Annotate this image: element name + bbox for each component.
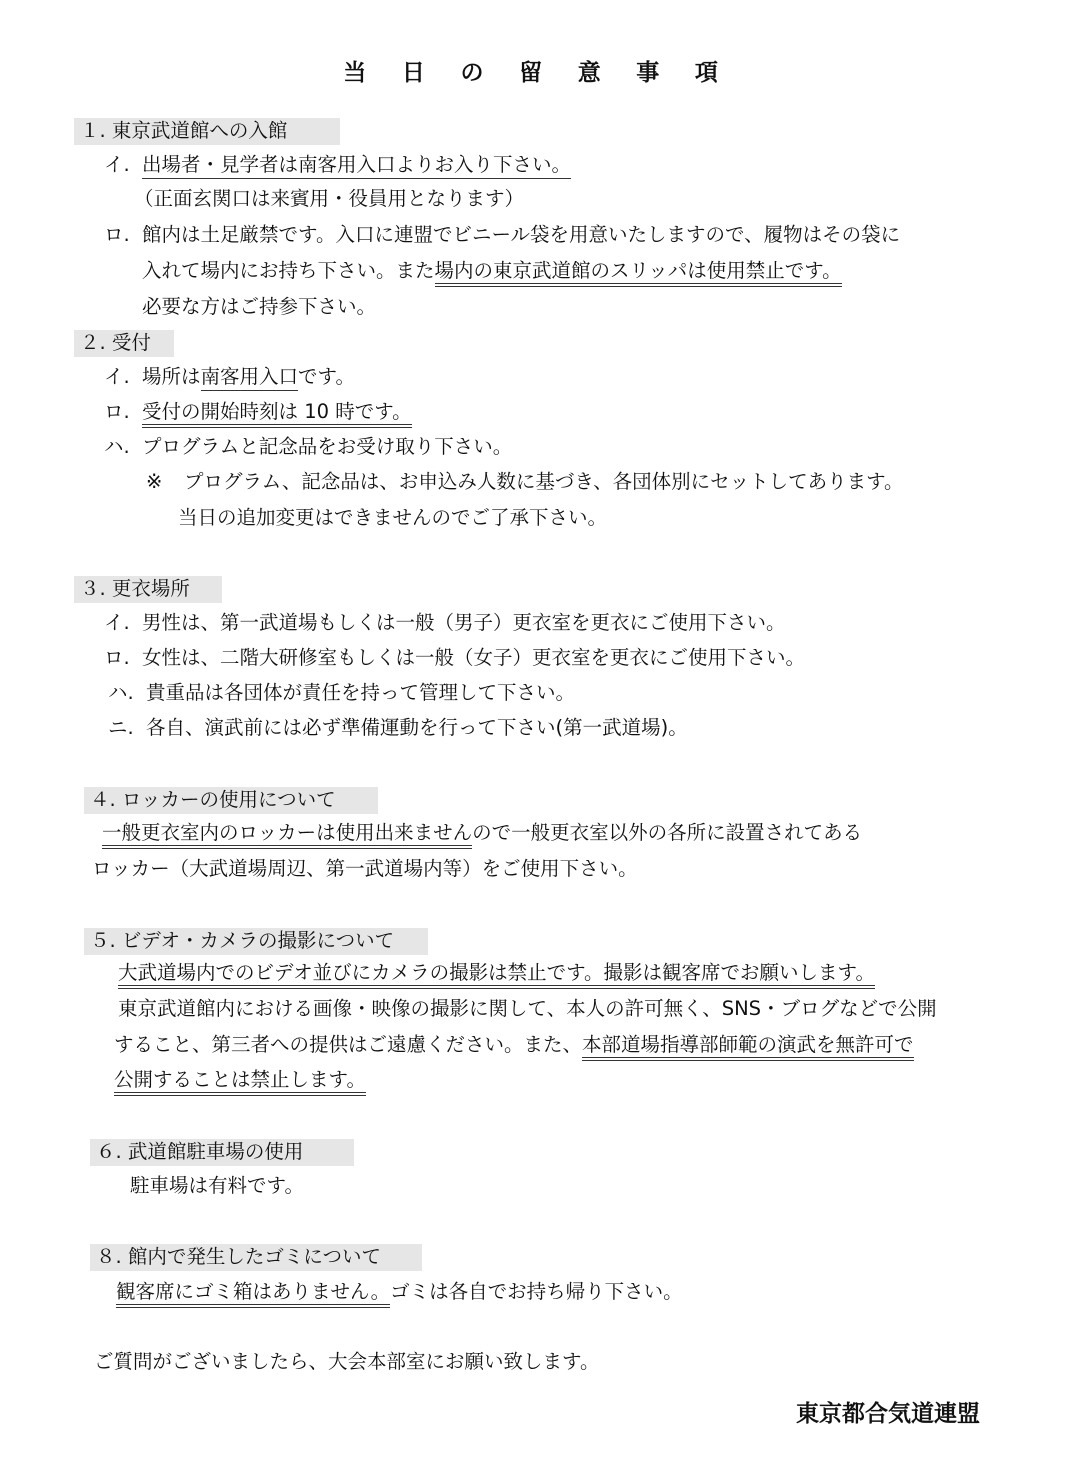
s3-item-mark: ロ. — [104, 646, 130, 669]
s5-line4-underlined: 公開することは禁止します。 — [114, 1068, 366, 1096]
s1-item-b-line2 — [142, 261, 842, 281]
section-3-heading: ３. 更衣場所 — [74, 576, 222, 603]
s2-note-mark: ※ — [146, 470, 163, 493]
s3-item — [108, 718, 688, 738]
s2-note — [146, 472, 904, 492]
section-4-heading: ４. ロッカーの使用について — [84, 787, 378, 814]
s2-item-b — [104, 402, 412, 422]
s5-line3-underlined: 本部道場指導部師範の演武を無許可で — [582, 1033, 914, 1061]
s5-line3 — [114, 1035, 914, 1055]
s6-line1: 駐車場は有料です。 — [130, 1174, 304, 1197]
organization-name: 東京都合気道連盟 — [796, 1401, 980, 1427]
s3-item-text: 貴重品は各団体が責任を持って管理して下さい。 — [146, 681, 576, 704]
s5-line3-pre: すること、第三者への提供はご遠慮ください。また、 — [114, 1033, 583, 1056]
s3-item — [104, 648, 805, 668]
section-1-heading: １. 東京武道館への入館 — [74, 118, 340, 145]
s1-item-a-text: 出場者・見学者は南客用入口よりお入り下さい。 — [142, 153, 571, 179]
s1-item-a-note: （正面玄関口は来賓用・役員用となります） — [134, 187, 525, 210]
s3-item — [104, 613, 786, 633]
s2-item-a-pre: 場所は — [142, 365, 201, 388]
s5-line2: 東京武道館内における画像・映像の撮影に関して、本人の許可無く、SNS・ブログなどで公開 — [118, 997, 937, 1020]
section-6-heading: ６. 武道館駐車場の使用 — [90, 1139, 354, 1166]
s1-item-b-line2b: 場内の東京武道館のスリッパは使用禁止です。 — [435, 259, 842, 287]
s8-line1-underlined: 観客席にゴミ箱はありません。 — [116, 1280, 390, 1308]
s4-line1 — [102, 823, 862, 843]
s5-line1-underlined: 大武道場内でのビデオ並びにカメラの撮影は禁止です。撮影は観客席でお願いします。 — [118, 961, 875, 989]
closing-text: ご質問がございましたら、大会本部室にお願い致します。 — [94, 1350, 600, 1373]
s1-item-b — [104, 225, 900, 245]
page-title: 当 日 の 留 意 事 項 — [343, 60, 732, 86]
s2-item-c — [104, 437, 512, 457]
s2-item-a-post: です。 — [298, 365, 355, 388]
section-2-heading: ２. 受付 — [74, 330, 174, 357]
s3-item-text: 各自、演武前には必ず準備運動を行って下さい(第一武道場)。 — [146, 716, 688, 739]
s1-item-a-mark: イ. — [104, 153, 130, 176]
s4-line1-underlined: 一般更衣室内のロッカーは使用出来ません — [102, 821, 472, 849]
s1-item-b-line3: 必要な方はご持参下さい。 — [142, 295, 377, 318]
s2-item-a-underlined: 南客用入口 — [201, 365, 299, 391]
s1-item-b-mark: ロ. — [104, 223, 130, 246]
s2-item-b-mark: ロ. — [104, 400, 130, 423]
s8-line1 — [116, 1282, 683, 1302]
s3-item-text: 男性は、第一武道場もしくは一般（男子）更衣室を更衣にご使用下さい。 — [142, 611, 786, 634]
s8-line1-rest: ゴミは各自でお持ち帰り下さい。 — [390, 1280, 683, 1303]
s3-item-text: 女性は、二階大研修室もしくは一般（女子）更衣室を更衣にご使用下さい。 — [142, 646, 806, 669]
s5-line4 — [114, 1070, 366, 1090]
s5-line1 — [118, 963, 875, 983]
s2-note-line2: 当日の追加変更はできませんのでご了承下さい。 — [178, 506, 608, 529]
section-8-heading: ８. 館内で発生したゴミについて — [90, 1244, 422, 1271]
s2-item-c-mark: ハ. — [104, 435, 130, 458]
s2-item-c-text: プログラムと記念品をお受け取り下さい。 — [142, 435, 513, 458]
s1-item-b-line1: 館内は土足厳禁です。入口に連盟でビニール袋を用意いたしますので、履物はその袋に — [142, 223, 901, 246]
s1-item-a — [104, 155, 571, 175]
s2-item-b-text: 受付の開始時刻は 10 時です。 — [142, 400, 412, 428]
s3-item — [108, 683, 575, 703]
s3-item-mark: ハ. — [108, 681, 134, 704]
s4-line1-rest: ので一般更衣室以外の各所に設置されてある — [472, 821, 863, 844]
s2-item-a-mark: イ. — [104, 365, 130, 388]
s2-item-a — [104, 367, 355, 387]
s3-item-mark: ニ. — [108, 716, 134, 739]
s1-item-b-line2a: 入れて場内にお持ち下さい。また — [142, 259, 435, 282]
section-5-heading: ５. ビデオ・カメラの撮影について — [84, 928, 428, 955]
s4-line2: ロッカー（大武道場周辺、第一武道場内等）をご使用下さい。 — [92, 857, 638, 880]
s2-note-line1: プログラム、記念品は、お申込み人数に基づき、各団体別にセットしてあります。 — [184, 470, 904, 493]
s3-item-mark: イ. — [104, 611, 130, 634]
